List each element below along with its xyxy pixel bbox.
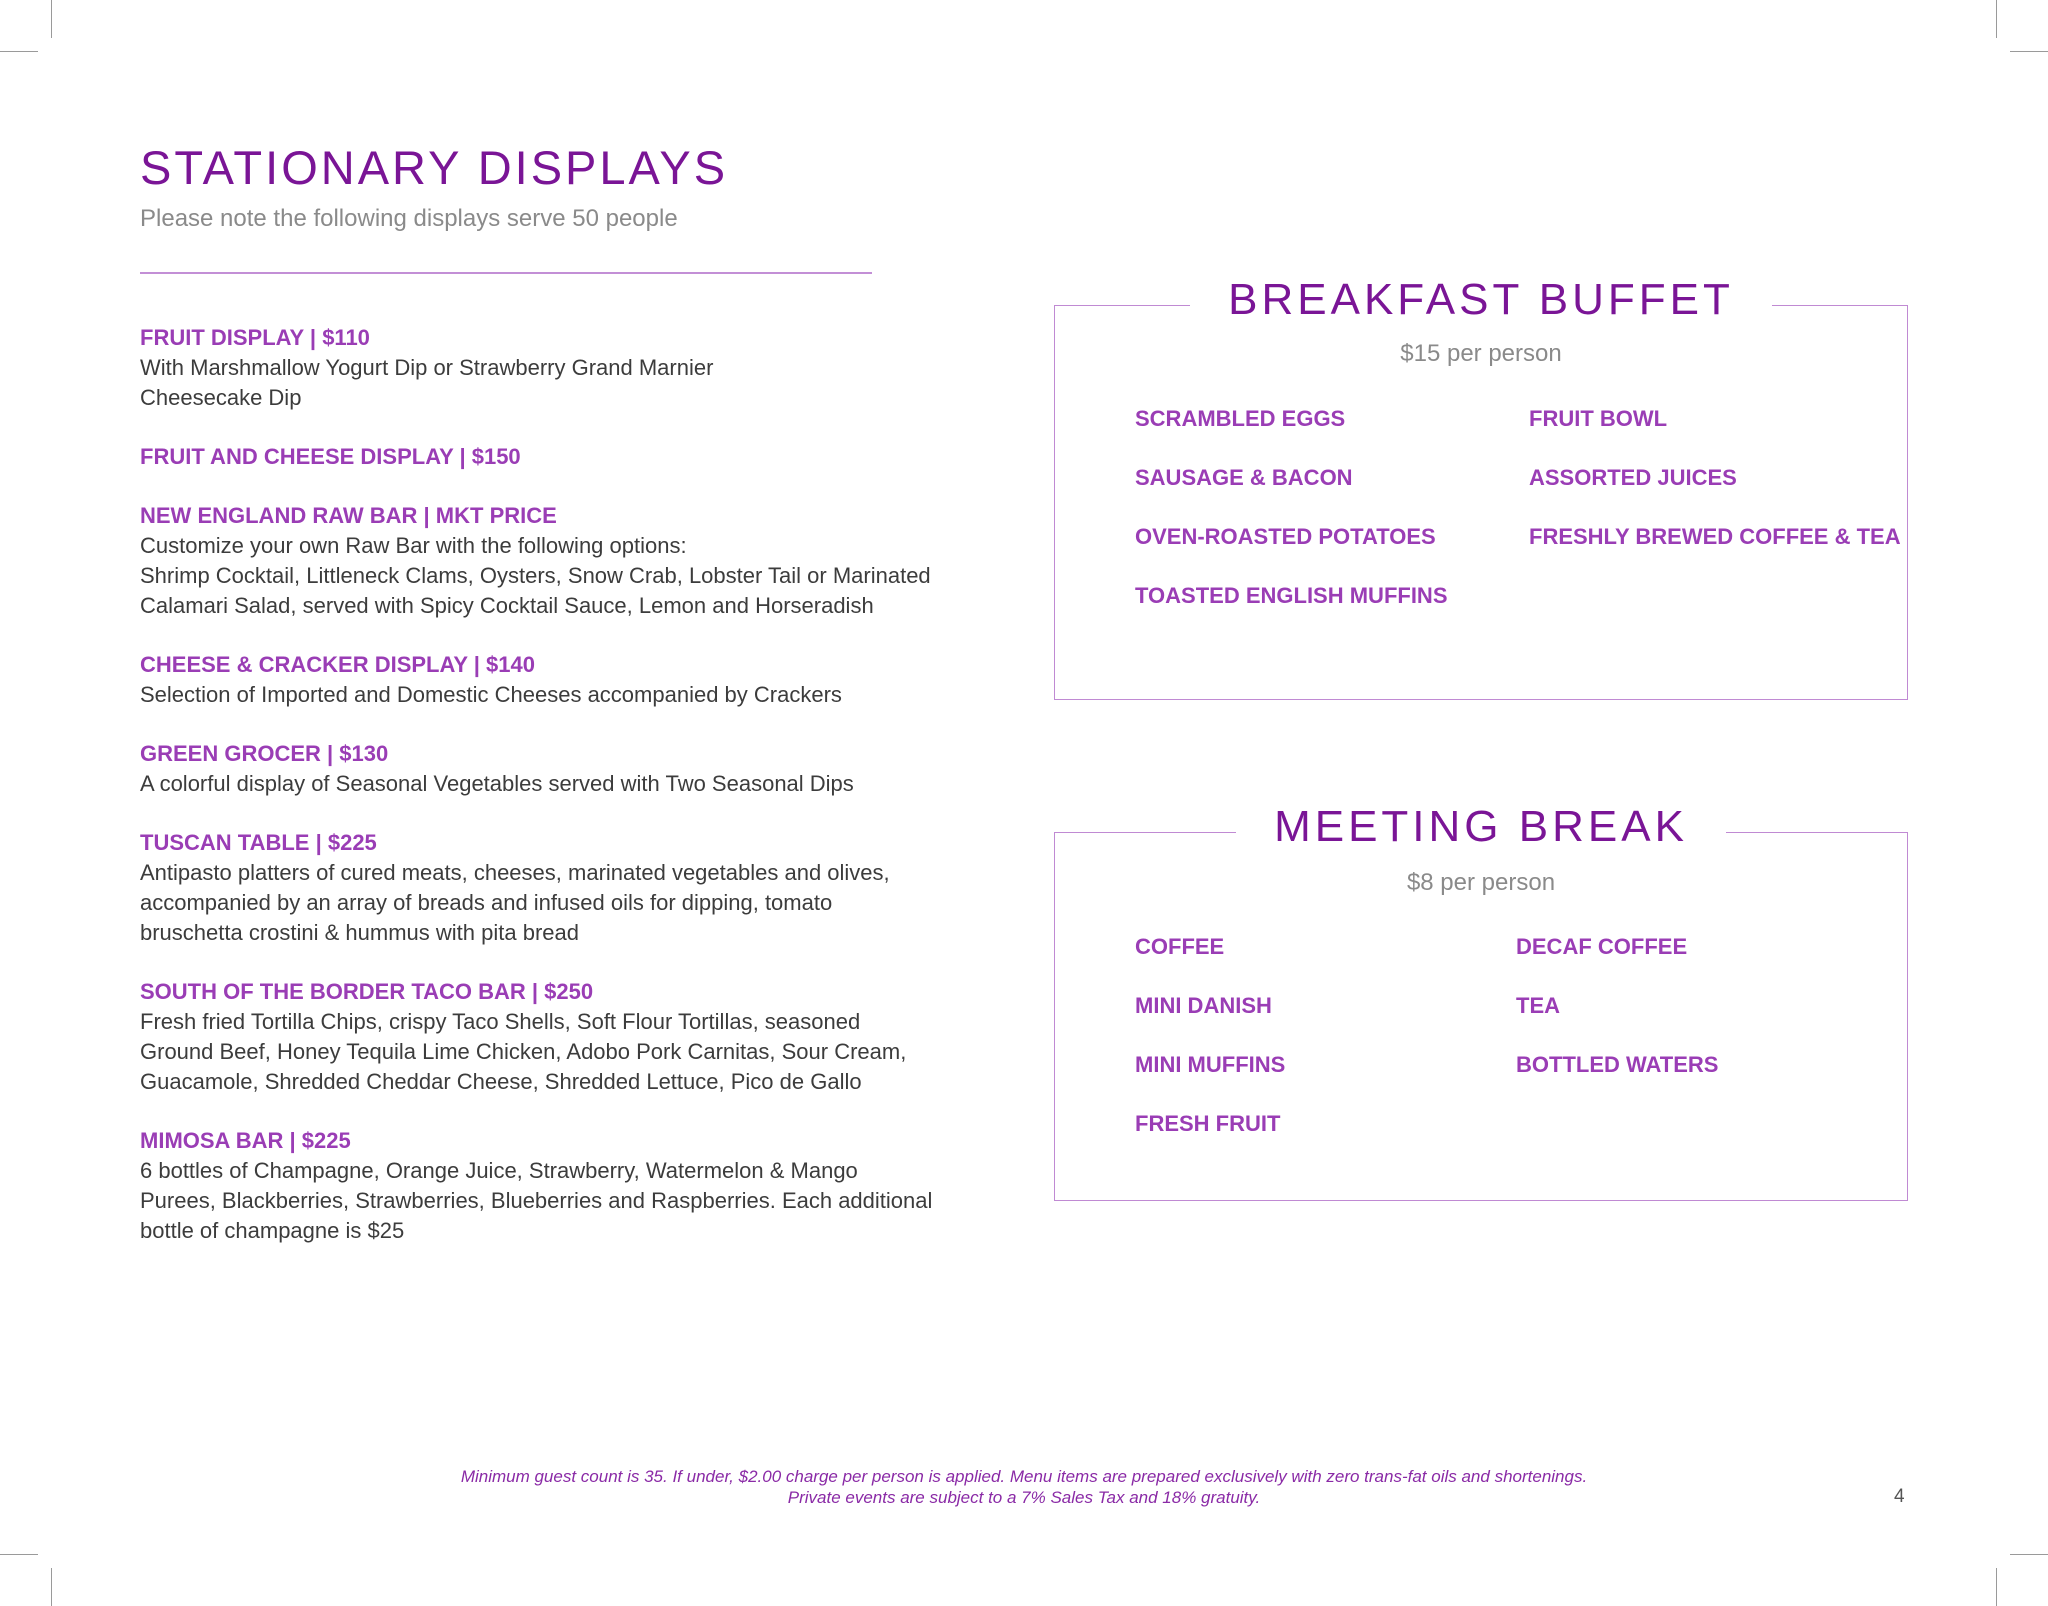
divider bbox=[140, 272, 872, 274]
crop-mark bbox=[2010, 51, 2048, 52]
meeting-break-box bbox=[1054, 802, 1908, 1201]
display-desc-line: Purees, Blackberries, Strawberries, Blueberries and Raspberries. Each additional bbox=[140, 1188, 933, 1213]
meeting-item: FRESH FRUIT bbox=[1135, 1111, 1281, 1136]
display-item-green-grocer bbox=[140, 738, 1000, 799]
footer-note bbox=[0, 1466, 2048, 1508]
display-item-tuscan bbox=[140, 827, 1000, 948]
display-desc-line: Fresh fried Tortilla Chips, crispy Taco Shells, Soft Flour Tortillas, seasoned bbox=[140, 1009, 861, 1034]
crop-mark bbox=[2010, 1554, 2048, 1555]
crop-mark bbox=[1996, 1568, 1997, 1606]
meeting-item: COFFEE bbox=[1135, 934, 1225, 959]
display-desc-line: A colorful display of Seasonal Vegetables served with Two Seasonal Dips bbox=[140, 771, 854, 796]
display-desc-line: accompanied by an array of breads and infused oils for dipping, tomato bbox=[140, 890, 833, 915]
crop-mark bbox=[51, 0, 52, 38]
crop-mark bbox=[0, 1554, 38, 1555]
breakfast-item: OVEN-ROASTED POTATOES bbox=[1135, 524, 1436, 549]
crop-mark bbox=[51, 1568, 52, 1606]
page-number: 4 bbox=[1894, 1486, 1905, 1507]
display-title: MIMOSA BAR | $225 bbox=[140, 1128, 351, 1153]
display-desc-line: 6 bottles of Champagne, Orange Juice, Strawberry, Watermelon & Mango bbox=[140, 1158, 858, 1183]
footer-line: Minimum guest count is 35. If under, $2.00 charge per person is applied. Menu items are prepared exclusively with zero trans-fat oils and shortenings. bbox=[460, 1467, 1588, 1486]
display-desc-line: Calamari Salad, served with Spicy Cocktail Sauce, Lemon and Horseradish bbox=[140, 593, 874, 618]
display-desc-line: bruschetta crostini & hummus with pita bread bbox=[140, 920, 579, 945]
meeting-item: DECAF COFFEE bbox=[1516, 934, 1688, 959]
display-desc-line: Guacamole, Shredded Cheddar Cheese, Shredded Lettuce, Pico de Gallo bbox=[140, 1069, 862, 1094]
display-item-taco-bar bbox=[140, 976, 1000, 1097]
breakfast-item: ASSORTED JUICES bbox=[1529, 465, 1737, 490]
crop-mark bbox=[0, 51, 38, 52]
meeting-title-text: MEETING BREAK bbox=[1236, 802, 1726, 851]
breakfast-item: SAUSAGE & BACON bbox=[1135, 465, 1353, 490]
display-title: TUSCAN TABLE | $225 bbox=[140, 830, 377, 855]
display-title: FRUIT DISPLAY | $110 bbox=[140, 325, 370, 350]
display-desc-line: With Marshmallow Yogurt Dip or Strawberry Grand Marnier bbox=[140, 355, 714, 380]
display-title: GREEN GROCER | $130 bbox=[140, 741, 389, 766]
meeting-item: MINI DANISH bbox=[1135, 993, 1272, 1018]
breakfast-item: FRUIT BOWL bbox=[1529, 406, 1668, 431]
crop-mark bbox=[1996, 0, 1997, 38]
display-desc-line: Selection of Imported and Domestic Cheeses accompanied by Crackers bbox=[140, 682, 842, 707]
breakfast-price: $15 per person bbox=[1400, 340, 1562, 367]
footer-line: Private events are subject to a 7% Sales Tax and 18% gratuity. bbox=[787, 1488, 1261, 1507]
display-title: SOUTH OF THE BORDER TACO BAR | $250 bbox=[140, 979, 594, 1004]
display-desc-line: Shrimp Cocktail, Littleneck Clams, Oysters, Snow Crab, Lobster Tail or Marinated bbox=[140, 563, 931, 588]
display-item-cheese-cracker bbox=[140, 649, 1000, 710]
meeting-title bbox=[1055, 802, 1907, 852]
display-desc-line: Cheesecake Dip bbox=[140, 385, 302, 410]
display-title: FRUIT AND CHEESE DISPLAY | $150 bbox=[140, 444, 521, 469]
page-title: STATIONARY DISPLAYS bbox=[140, 141, 729, 194]
meeting-item: BOTTLED WATERS bbox=[1516, 1052, 1719, 1077]
breakfast-title-text: BREAKFAST BUFFET bbox=[1190, 275, 1772, 324]
page-subtitle: Please note the following displays serve 50 people bbox=[140, 205, 678, 232]
breakfast-buffet-box bbox=[1054, 275, 1908, 700]
display-item-fruit bbox=[140, 322, 1000, 413]
display-list bbox=[140, 322, 1000, 1274]
breakfast-item: TOASTED ENGLISH MUFFINS bbox=[1135, 583, 1448, 608]
display-item-fruit-cheese bbox=[140, 441, 1000, 472]
meeting-item: TEA bbox=[1516, 993, 1560, 1018]
meeting-price: $8 per person bbox=[1406, 869, 1556, 896]
breakfast-title bbox=[1055, 275, 1907, 325]
breakfast-item: SCRAMBLED EGGS bbox=[1135, 406, 1346, 431]
display-desc-line: bottle of champagne is $25 bbox=[140, 1218, 405, 1243]
display-title: NEW ENGLAND RAW BAR | MKT PRICE bbox=[140, 503, 557, 528]
display-item-raw-bar bbox=[140, 500, 1000, 621]
breakfast-item: FRESHLY BREWED COFFEE & TEA bbox=[1529, 524, 1901, 549]
display-desc-line: Customize your own Raw Bar with the following options: bbox=[140, 533, 687, 558]
display-title: CHEESE & CRACKER DISPLAY | $140 bbox=[140, 652, 535, 677]
display-item-mimosa bbox=[140, 1125, 1000, 1246]
display-desc-line: Antipasto platters of cured meats, cheeses, marinated vegetables and olives, bbox=[140, 860, 890, 885]
display-desc-line: Ground Beef, Honey Tequila Lime Chicken, Adobo Pork Carnitas, Sour Cream, bbox=[140, 1039, 907, 1064]
meeting-item: MINI MUFFINS bbox=[1135, 1052, 1286, 1077]
